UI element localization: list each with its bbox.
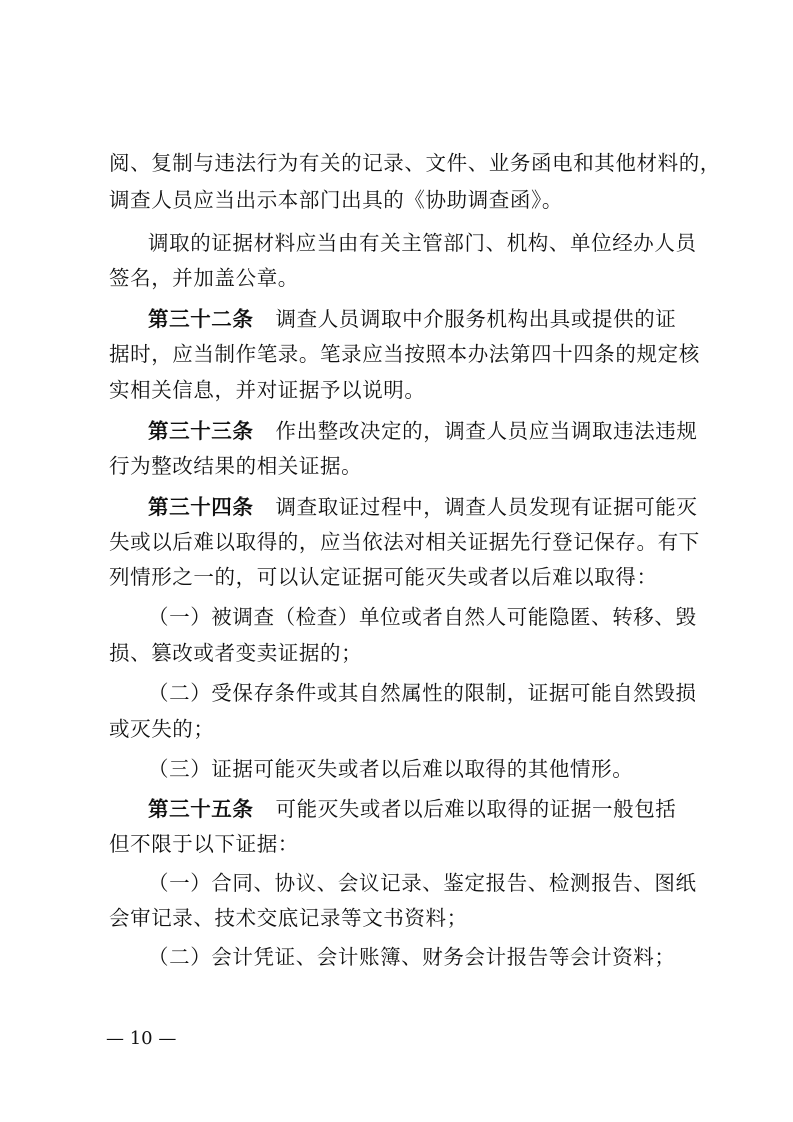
text-line: 阅、复制与违法行为有关的记录、文件、业务函电和其他材料的， (109, 151, 721, 175)
list-item-line: （三）证据可能灭失或者以后难以取得的其他情形。 (148, 757, 634, 781)
text-line: 实相关信息，并对证据予以说明。 (109, 378, 426, 402)
text-line: 据时，应当制作笔录。笔录应当按照本办法第四十四条的规定核 (109, 342, 700, 366)
article-text: 调查取证过程中，调查人员发现有证据可能灭 (275, 495, 698, 519)
text-line: 调取的证据材料应当由有关主管部门、机构、单位经办人员 (148, 231, 697, 255)
text-line: 损、篡改或者变卖证据的； (109, 641, 363, 665)
article-first-line (148, 796, 728, 822)
text-line: 列情形之一的，可以认定证据可能灭失或者以后难以取得： (109, 565, 658, 589)
text-line: 或灭失的； (109, 717, 215, 741)
text-line: 失或以后难以取得的，应当依法对相关证据先行登记保存。有下 (109, 530, 700, 554)
article-text: 调查人员调取中介服务机构出具或提供的证 (275, 307, 677, 331)
article-first-line (148, 306, 728, 332)
text-line: 行为整改结果的相关证据。 (109, 454, 363, 478)
list-item-line: （一）合同、协议、会议记录、鉴定报告、检测报告、图纸 (148, 871, 697, 895)
text-line: 签名，并加盖公章。 (109, 266, 299, 290)
article-first-line (148, 418, 728, 444)
text-line: 调查人员应当出示本部门出具的《协助调查函》。 (109, 188, 563, 212)
article-text: 可能灭失或者以后难以取得的证据一般包括 (275, 797, 677, 821)
text-line: 会审记录、技术交底记录等文书资料； (109, 906, 468, 930)
article-number: 第三十二条 (148, 307, 254, 331)
article-text: 作出整改决定的，调查人员应当调取违法违规 (275, 419, 698, 443)
list-item-line: （二）会计凭证、会计账簿、财务会计报告等会计资料； (148, 945, 676, 969)
list-item-line: （二）受保存条件或其自然属性的限制，证据可能自然毁损 (148, 681, 697, 705)
article-number: 第三十四条 (148, 495, 254, 519)
article-number: 第三十五条 (148, 797, 254, 821)
article-number: 第三十三条 (148, 419, 254, 443)
text-line: 但不限于以下证据： (109, 832, 299, 856)
page-number: — 10 — (106, 1028, 177, 1049)
list-item-line: （一）被调查（检查）单位或者自然人可能隐匿、转移、毁 (148, 605, 697, 629)
article-first-line (148, 494, 728, 520)
